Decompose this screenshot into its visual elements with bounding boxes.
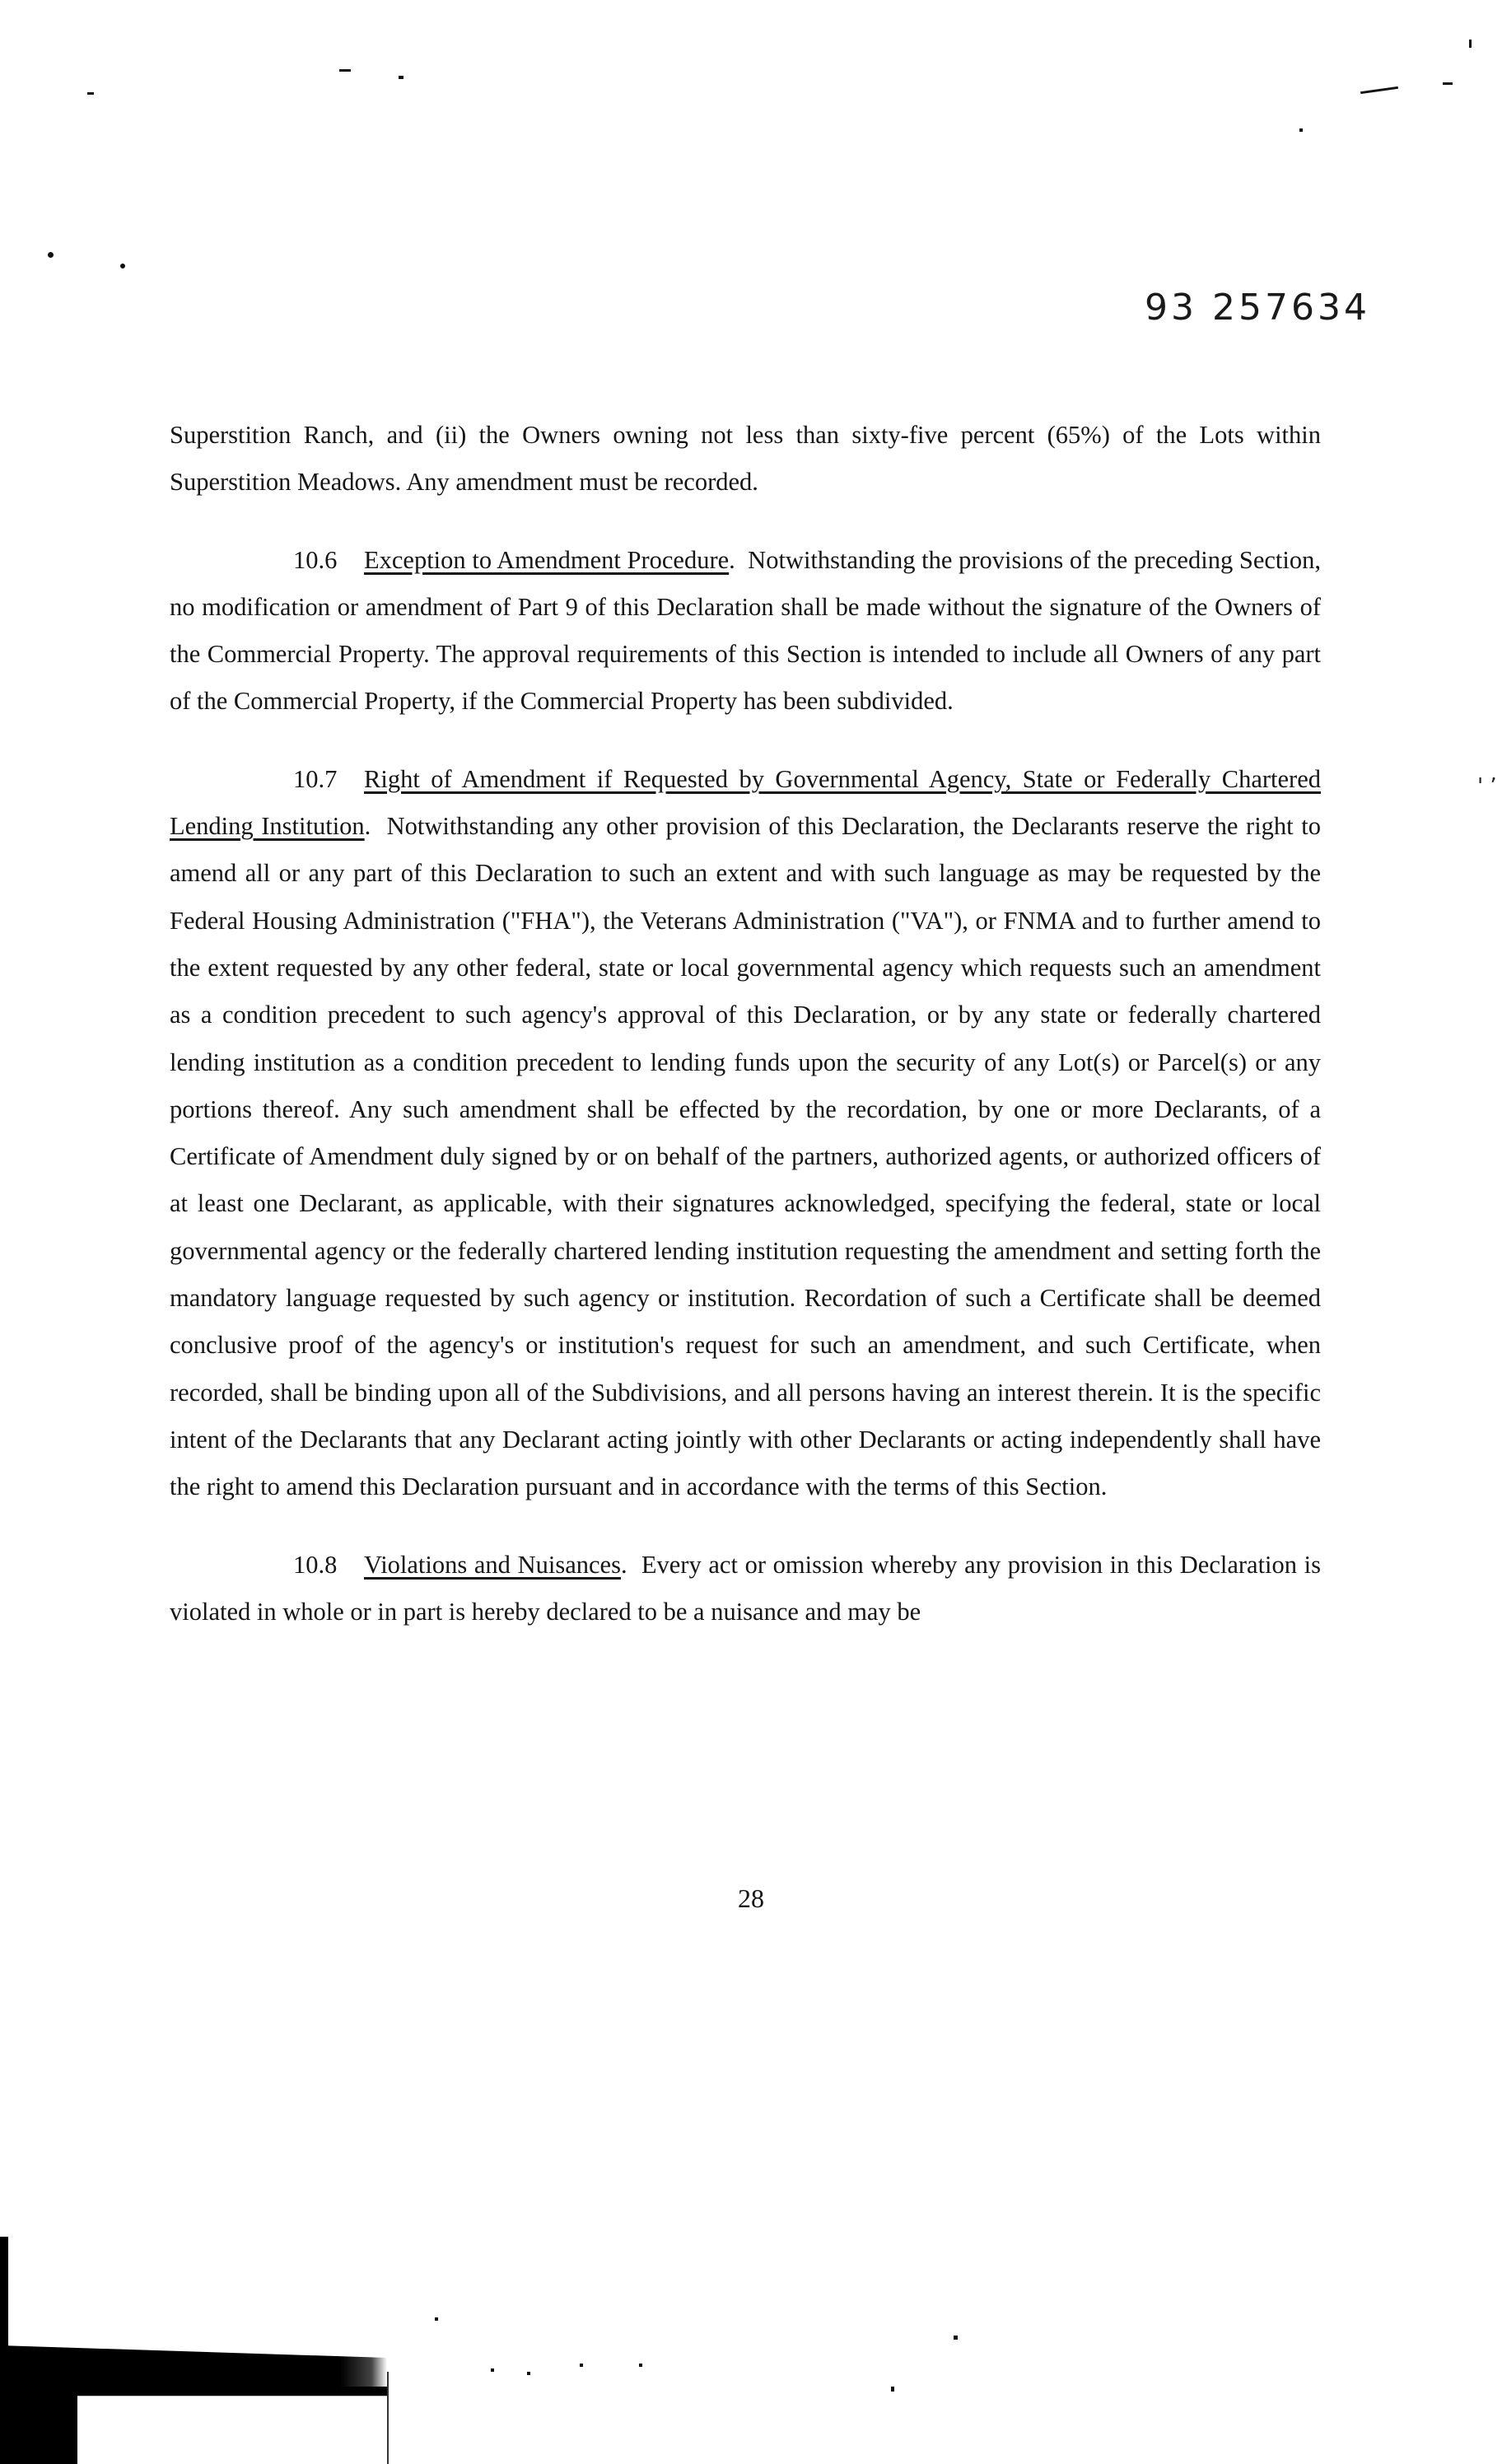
section-10-8: 10.8 Violations and Nuisances. Every act or omission whereby any provision in this Declaration is violated in whole or in part is hereby declared to be a nuisance and may be	[170, 1542, 1321, 1636]
scan-line	[387, 2372, 389, 2464]
section-number: 10.6	[293, 545, 338, 574]
page-number: 28	[738, 1883, 764, 1913]
scan-smear	[0, 2345, 387, 2387]
section-title: Exception to Amendment Procedure	[364, 545, 730, 574]
scan-speck	[1299, 128, 1303, 132]
scan-speck	[527, 2372, 530, 2375]
section-title: Violations and Nuisances	[364, 1550, 621, 1579]
scan-speck	[1469, 40, 1472, 48]
scan-speck	[1360, 86, 1398, 94]
section-text: Notwithstanding any other provision of this Declaration, the Declarants reserve the right to amend all or any part of this Declaration to such an extent and with such language as may be requested by the Federal Housing Administration ("FHA"), the Veterans Administration ("VA"), or FNMA and to further amend to the extent requested by any other federal, state or local governmental agency which requests such an amendment as a condition precedent to such agency's approval of this Declaration, or by any state or federally chartered lending institution as a condition precedent to lending funds upon the security of any Lot(s) or Parcel(s) or any portions thereof. Any such amendment shall be effected by the recordation, by one or more Declarants, of a Certificate of Amendment duly signed by or on behalf of the partners, authorized agents, or authorized officers of at least one Declarant, as applicable, with their signatures acknowledged, specifying the federal, state or local governmental agency or the federally chartered lending institution requesting the amendment and setting forth the mandatory language requested by such agency or institution. Recordation of such a Certificate shall be deemed conclusive proof of the agency's or institution's request for such an amendment, and such Certificate, when recorded, shall be binding upon all of the Subdivisions, and all persons having an interest therein. It is the specific intent of the Declarants that any Declarant acting jointly with other Declarants or acting independently shall have the right to amend this Declaration pursuant and in accordance with the terms of this Section.	[170, 812, 1322, 1501]
section-text: Notwithstanding the provisions of the preceding Section, no modification or amendment of Part 9 of this Declaration shall be made without the signature of the Owners of the Commercial Property. The approval requirements of this Section is intended to include all Owners of any part of the Commercial Property, if the Commercial Property has been subdivided.	[170, 545, 1321, 716]
section-title: Right of Amendment if Requested by Governmental Agency, State or Federally Chartered Lending Institution	[170, 764, 1321, 841]
scan-speck	[954, 2336, 958, 2340]
section-10-7: 10.7 Right of Amendment if Requested by Governmental Agency, State or Federally Chartered Lending Institution. Notwithstanding any other provision of this Declaration, the Declarants reserve the right to amend all or any part of this Declaration to such an extent and with such language as may be requested by the Federal Housing Administration ("FHA"), the Veterans Administration ("VA"), or FNMA and to further amend to the extent requested by any other federal, state or local governmental agency which requests such an amendment as a condition precedent to such agency's approval of this Declaration, or by any state or federally chartered lending institution as a condition precedent to lending funds upon the security of any Lot(s) or Parcel(s) or any portions thereof. Any such amendment shall be effected by the recordation, by one or more Declarants, of a Certificate of Amendment duly signed by or on behalf of the partners, authorized agents, or authorized officers of at least one Declarant, as applicable, with their signatures acknowledged, specifying the federal, state or local governmental agency or the federally chartered lending institution requesting the amendment and setting forth the mandatory language requested by such agency or institution. Recordation of such a Certificate shall be deemed conclusive proof of the agency's or institution's request for such an amendment, and such Certificate, when recorded, shall be binding upon all of the Subdivisions, and all persons having an interest therein. It is the specific intent of the Declarants that any Declarant acting jointly with other Declarants or acting independently shall have the right to amend this Declaration pursuant and in accordance with the terms of this Section.	[170, 756, 1321, 1511]
scan-speck	[435, 2317, 438, 2321]
scan-speck	[639, 2364, 642, 2367]
section-text: Every act or omission whereby any provision in this Declaration is violated in whole or in part is hereby declared to be a nuisance and may be	[170, 1550, 1322, 1626]
scan-speck	[1443, 82, 1453, 85]
scan-speck	[87, 92, 94, 95]
section-number: 10.8	[293, 1550, 338, 1579]
recording-number: 93 257634	[1145, 287, 1370, 329]
opening-paragraph: Superstition Ranch, and (ii) the Owners owning not less than sixty-five percent (65%) of the Lots within Superstition Meadows. Any amendment must be recorded.	[170, 421, 1321, 497]
scan-smear	[0, 2387, 387, 2464]
document-body	[170, 412, 1321, 1636]
scan-speck	[399, 76, 403, 79]
section-number: 10.7	[293, 764, 338, 793]
scan-speck	[891, 2387, 894, 2392]
margin-mark: ' ’	[1477, 774, 1497, 799]
scan-speck	[339, 69, 351, 72]
section-10-6: 10.6 Exception to Amendment Procedure. Notwithstanding the provisions of the preceding Section, no modification or amendment of Part 9 of this Declaration shall be made without the signature of the Owners of the Commercial Property. The approval requirements of this Section is intended to include all Owners of any part of the Commercial Property, if the Commercial Property has been subdivided.	[170, 537, 1321, 726]
scan-speck	[120, 264, 125, 268]
scan-speck	[491, 2368, 494, 2372]
scan-speck	[580, 2364, 583, 2367]
scan-speck	[48, 252, 54, 258]
